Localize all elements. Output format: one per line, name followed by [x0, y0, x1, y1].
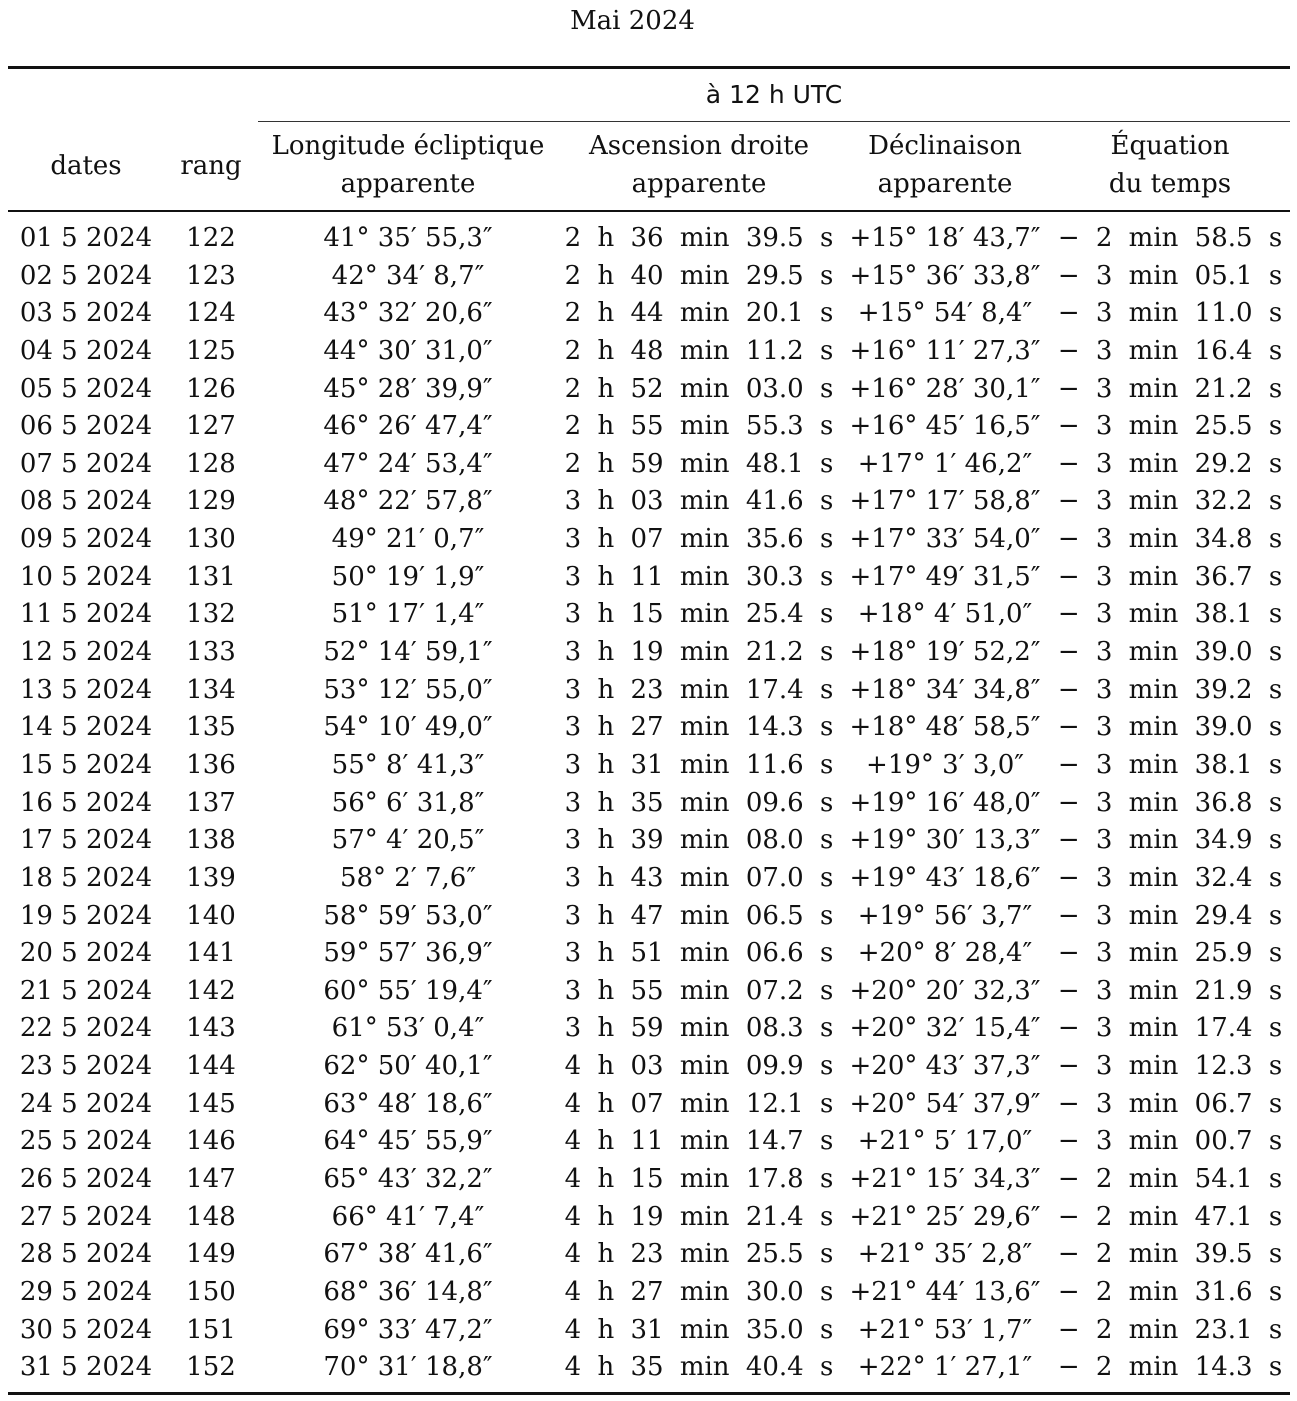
cell-rang: 139	[186, 862, 236, 893]
cell-equation: − 3 min 11.0 s	[1057, 298, 1283, 329]
table-row	[0, 973, 1297, 1011]
page-title: Mai 2024	[570, 6, 695, 36]
table-row	[0, 1199, 1297, 1237]
cell-declinaison: +21° 35′ 2,8″	[857, 1239, 1033, 1270]
header-rang: rang	[180, 151, 242, 181]
header-group-utc: à 12 h UTC	[705, 80, 843, 109]
cell-equation: − 2 min 47.1 s	[1057, 1201, 1283, 1232]
cell-longitude: 58° 2′ 7,6″	[339, 862, 477, 893]
cell-rang: 143	[186, 1013, 236, 1044]
cell-ascension: 4 h 23 min 25.5 s	[564, 1239, 834, 1270]
table-row	[0, 785, 1297, 823]
cell-longitude: 49° 21′ 0,7″	[331, 524, 485, 555]
table-top-rule	[8, 66, 1290, 69]
table-row	[0, 709, 1297, 747]
cell-date: 08 5 2024	[19, 486, 153, 517]
cell-ascension: 2 h 52 min 03.0 s	[564, 373, 834, 404]
cell-rang: 138	[186, 825, 236, 856]
cell-rang: 141	[186, 938, 236, 969]
header-declinaison-line1: Déclinaison	[868, 131, 1022, 161]
cell-declinaison: +15° 18′ 43,7″	[849, 223, 1041, 253]
cell-longitude: 69° 33′ 47,2″	[323, 1314, 493, 1345]
cell-equation: − 3 min 39.0 s	[1057, 637, 1283, 668]
table-row	[0, 860, 1297, 898]
cell-longitude: 54° 10′ 49,0″	[323, 712, 493, 743]
cell-ascension: 2 h 48 min 11.2 s	[564, 335, 834, 366]
header-group-rule	[258, 121, 1290, 122]
cell-rang: 136	[186, 749, 236, 780]
header-equation-line2: du temps	[1108, 169, 1232, 199]
table-row	[0, 596, 1297, 634]
cell-equation: − 3 min 38.1 s	[1057, 749, 1283, 780]
cell-ascension: 2 h 59 min 48.1 s	[564, 448, 834, 479]
cell-longitude: 62° 50′ 40,1″	[323, 1051, 493, 1082]
cell-equation: − 3 min 39.0 s	[1057, 712, 1283, 743]
cell-rang: 124	[186, 298, 236, 329]
table-bottom-rule	[8, 1392, 1290, 1395]
cell-declinaison: +18° 34′ 34,8″	[849, 674, 1041, 705]
cell-rang: 125	[186, 335, 236, 366]
cell-declinaison: +16° 28′ 30,1″	[849, 373, 1041, 404]
cell-equation: − 3 min 21.2 s	[1057, 373, 1283, 404]
cell-date: 26 5 2024	[19, 1164, 153, 1195]
cell-longitude: 63° 48′ 18,6″	[323, 1088, 493, 1119]
cell-equation: − 2 min 58.5 s	[1057, 223, 1283, 253]
cell-date: 25 5 2024	[19, 1126, 153, 1157]
cell-date: 20 5 2024	[19, 938, 153, 969]
table-header-rule	[8, 210, 1290, 212]
cell-declinaison: +21° 44′ 13,6″	[849, 1276, 1041, 1307]
cell-date: 15 5 2024	[19, 749, 153, 780]
cell-rang: 127	[186, 411, 236, 442]
cell-ascension: 4 h 27 min 30.0 s	[564, 1276, 834, 1307]
cell-rang: 126	[186, 373, 236, 404]
cell-declinaison: +21° 15′ 34,3″	[849, 1164, 1041, 1195]
cell-declinaison: +17° 17′ 58,8″	[849, 486, 1041, 517]
cell-date: 29 5 2024	[19, 1276, 153, 1307]
cell-longitude: 43° 32′ 20,6″	[323, 298, 493, 329]
table-row	[0, 1236, 1297, 1274]
cell-longitude: 64° 45′ 55,9″	[323, 1126, 493, 1157]
cell-ascension: 3 h 51 min 06.6 s	[564, 938, 834, 969]
table-row	[0, 559, 1297, 597]
cell-declinaison: +21° 25′ 29,6″	[849, 1201, 1041, 1232]
cell-longitude: 55° 8′ 41,3″	[331, 749, 485, 780]
cell-date: 12 5 2024	[19, 637, 153, 668]
cell-equation: − 2 min 31.6 s	[1057, 1276, 1283, 1307]
cell-declinaison: +16° 11′ 27,3″	[849, 335, 1041, 366]
cell-date: 17 5 2024	[19, 825, 153, 856]
cell-declinaison: +19° 16′ 48,0″	[849, 787, 1041, 818]
table-row	[0, 1312, 1297, 1350]
cell-longitude: 53° 12′ 55,0″	[323, 674, 493, 705]
cell-rang: 123	[186, 260, 236, 291]
header-equation	[1050, 127, 1290, 203]
cell-rang: 144	[186, 1051, 236, 1082]
header-declinaison-line2: apparente	[877, 169, 1013, 199]
cell-longitude: 46° 26′ 47,4″	[323, 411, 493, 442]
cell-ascension: 4 h 31 min 35.0 s	[564, 1314, 834, 1345]
cell-rang: 131	[186, 561, 236, 592]
cell-declinaison: +18° 4′ 51,0″	[857, 599, 1033, 630]
cell-longitude: 61° 53′ 0,4″	[331, 1013, 485, 1044]
table-row	[0, 935, 1297, 973]
cell-declinaison: +17° 1′ 46,2″	[857, 448, 1033, 479]
cell-equation: − 3 min 32.2 s	[1057, 486, 1283, 517]
cell-rang: 122	[186, 223, 236, 253]
cell-equation: − 3 min 36.8 s	[1057, 787, 1283, 818]
cell-equation: − 3 min 05.1 s	[1057, 260, 1283, 291]
cell-longitude: 60° 55′ 19,4″	[323, 975, 493, 1006]
cell-date: 23 5 2024	[19, 1051, 153, 1082]
cell-date: 28 5 2024	[19, 1239, 153, 1270]
table-row	[0, 1274, 1297, 1312]
table-row	[0, 521, 1297, 559]
cell-rang: 147	[186, 1164, 236, 1195]
cell-rang: 150	[186, 1276, 236, 1307]
cell-longitude: 68° 36′ 14,8″	[323, 1276, 493, 1307]
cell-ascension: 3 h 23 min 17.4 s	[564, 674, 834, 705]
cell-ascension: 2 h 40 min 29.5 s	[564, 260, 834, 291]
cell-declinaison: +21° 5′ 17,0″	[857, 1126, 1033, 1157]
cell-date: 10 5 2024	[19, 561, 153, 592]
table-row	[0, 446, 1297, 484]
cell-rang: 133	[186, 637, 236, 668]
cell-rang: 134	[186, 674, 236, 705]
cell-equation: − 3 min 16.4 s	[1057, 335, 1283, 366]
cell-ascension: 3 h 03 min 41.6 s	[564, 486, 834, 517]
cell-longitude: 52° 14′ 59,1″	[323, 637, 493, 668]
cell-equation: − 3 min 29.4 s	[1057, 900, 1283, 931]
cell-rang: 128	[186, 448, 236, 479]
cell-longitude: 66° 41′ 7,4″	[331, 1201, 485, 1232]
cell-declinaison: +19° 30′ 13,3″	[849, 825, 1041, 856]
cell-date: 02 5 2024	[19, 260, 153, 291]
cell-date: 05 5 2024	[19, 373, 153, 404]
cell-declinaison: +20° 43′ 37,3″	[849, 1051, 1041, 1082]
cell-equation: − 3 min 25.9 s	[1057, 938, 1283, 969]
cell-declinaison: +20° 32′ 15,4″	[849, 1013, 1041, 1044]
cell-longitude: 58° 59′ 53,0″	[323, 900, 493, 931]
cell-date: 24 5 2024	[19, 1088, 153, 1119]
cell-equation: − 3 min 34.8 s	[1057, 524, 1283, 555]
cell-declinaison: +19° 3′ 3,0″	[866, 749, 1024, 780]
table-row	[0, 1349, 1297, 1387]
table-body	[0, 220, 1297, 1387]
cell-longitude: 50° 19′ 1,9″	[331, 561, 485, 592]
cell-declinaison: +15° 54′ 8,4″	[857, 298, 1033, 329]
cell-date: 03 5 2024	[19, 298, 153, 329]
cell-rang: 129	[186, 486, 236, 517]
cell-date: 07 5 2024	[19, 448, 153, 479]
cell-equation: − 2 min 14.3 s	[1057, 1352, 1283, 1383]
table-row	[0, 408, 1297, 446]
cell-ascension: 3 h 31 min 11.6 s	[564, 749, 834, 780]
cell-declinaison: +16° 45′ 16,5″	[849, 411, 1041, 442]
cell-equation: − 2 min 54.1 s	[1057, 1164, 1283, 1195]
cell-equation: − 3 min 06.7 s	[1057, 1088, 1283, 1119]
table-row	[0, 1161, 1297, 1199]
cell-rang: 130	[186, 524, 236, 555]
header-equation-line1: Équation	[1110, 131, 1230, 161]
header-ascension	[558, 127, 840, 203]
cell-ascension: 4 h 07 min 12.1 s	[564, 1088, 834, 1119]
cell-longitude: 59° 57′ 36,9″	[323, 938, 493, 969]
cell-ascension: 4 h 35 min 40.4 s	[564, 1352, 834, 1383]
cell-longitude: 70° 31′ 18,8″	[323, 1352, 493, 1383]
cell-declinaison: +17° 49′ 31,5″	[849, 561, 1041, 592]
cell-equation: − 3 min 38.1 s	[1057, 599, 1283, 630]
cell-rang: 140	[186, 900, 236, 931]
cell-rang: 145	[186, 1088, 236, 1119]
cell-ascension: 3 h 59 min 08.3 s	[564, 1013, 834, 1044]
cell-declinaison: +15° 36′ 33,8″	[849, 260, 1041, 291]
cell-equation: − 3 min 34.9 s	[1057, 825, 1283, 856]
cell-ascension: 3 h 15 min 25.4 s	[564, 599, 834, 630]
cell-ascension: 3 h 07 min 35.6 s	[564, 524, 834, 555]
cell-ascension: 3 h 35 min 09.6 s	[564, 787, 834, 818]
header-dates: dates	[50, 151, 122, 181]
cell-declinaison: +22° 1′ 27,1″	[857, 1352, 1033, 1383]
header-ascension-line2: apparente	[631, 169, 767, 199]
cell-equation: − 3 min 29.2 s	[1057, 448, 1283, 479]
table-row	[0, 822, 1297, 860]
cell-declinaison: +20° 54′ 37,9″	[849, 1088, 1041, 1119]
header-longitude	[258, 127, 558, 203]
cell-equation: − 3 min 39.2 s	[1057, 674, 1283, 705]
cell-equation: − 3 min 17.4 s	[1057, 1013, 1283, 1044]
table-row	[0, 1048, 1297, 1086]
cell-longitude: 47° 24′ 53,4″	[323, 448, 493, 479]
cell-declinaison: +20° 20′ 32,3″	[849, 975, 1041, 1006]
cell-declinaison: +21° 53′ 1,7″	[857, 1314, 1033, 1345]
cell-rang: 142	[186, 975, 236, 1006]
cell-declinaison: +18° 19′ 52,2″	[849, 637, 1041, 668]
cell-rang: 148	[186, 1201, 236, 1232]
header-longitude-line2: apparente	[340, 169, 476, 199]
cell-date: 16 5 2024	[19, 787, 153, 818]
table-row	[0, 1086, 1297, 1124]
table-row	[0, 747, 1297, 785]
cell-rang: 137	[186, 787, 236, 818]
table-row	[0, 483, 1297, 521]
cell-date: 22 5 2024	[19, 1013, 153, 1044]
cell-date: 04 5 2024	[19, 335, 153, 366]
cell-ascension: 3 h 43 min 07.0 s	[564, 862, 834, 893]
cell-rang: 135	[186, 712, 236, 743]
cell-date: 18 5 2024	[19, 862, 153, 893]
cell-rang: 151	[186, 1314, 236, 1345]
cell-equation: − 2 min 23.1 s	[1057, 1314, 1283, 1345]
cell-date: 13 5 2024	[19, 674, 153, 705]
cell-ascension: 2 h 44 min 20.1 s	[564, 298, 834, 329]
cell-longitude: 44° 30′ 31,0″	[323, 335, 493, 366]
cell-ascension: 3 h 19 min 21.2 s	[564, 637, 834, 668]
cell-rang: 146	[186, 1126, 236, 1157]
cell-declinaison: +19° 43′ 18,6″	[849, 862, 1041, 893]
cell-date: 09 5 2024	[19, 524, 153, 555]
cell-ascension: 4 h 15 min 17.8 s	[564, 1164, 834, 1195]
cell-equation: − 3 min 36.7 s	[1057, 561, 1283, 592]
cell-equation: − 3 min 32.4 s	[1057, 862, 1283, 893]
cell-longitude: 41° 35′ 55,3″	[323, 223, 493, 253]
cell-date: 06 5 2024	[19, 411, 153, 442]
cell-ascension: 2 h 36 min 39.5 s	[564, 223, 834, 253]
table-row	[0, 672, 1297, 710]
table-row	[0, 295, 1297, 333]
cell-longitude: 45° 28′ 39,9″	[323, 373, 493, 404]
cell-ascension: 3 h 47 min 06.5 s	[564, 900, 834, 931]
cell-ascension: 4 h 03 min 09.9 s	[564, 1051, 834, 1082]
cell-rang: 132	[186, 599, 236, 630]
cell-ascension: 4 h 11 min 14.7 s	[564, 1126, 834, 1157]
cell-ascension: 4 h 19 min 21.4 s	[564, 1201, 834, 1232]
header-declinaison	[840, 127, 1050, 203]
cell-longitude: 67° 38′ 41,6″	[323, 1239, 493, 1270]
table-row	[0, 258, 1297, 296]
cell-equation: − 2 min 39.5 s	[1057, 1239, 1283, 1270]
header-ascension-line1: Ascension droite	[588, 131, 809, 161]
cell-longitude: 42° 34′ 8,7″	[331, 260, 485, 291]
cell-equation: − 3 min 25.5 s	[1057, 411, 1283, 442]
cell-longitude: 65° 43′ 32,2″	[323, 1164, 493, 1195]
cell-ascension: 3 h 39 min 08.0 s	[564, 825, 834, 856]
cell-rang: 152	[186, 1352, 236, 1383]
table-row	[0, 1123, 1297, 1161]
table-row	[0, 333, 1297, 371]
cell-date: 11 5 2024	[19, 599, 153, 630]
cell-date: 01 5 2024	[19, 223, 153, 253]
cell-equation: − 3 min 21.9 s	[1057, 975, 1283, 1006]
cell-longitude: 56° 6′ 31,8″	[331, 787, 485, 818]
cell-equation: − 3 min 12.3 s	[1057, 1051, 1283, 1082]
cell-longitude: 57° 4′ 20,5″	[331, 825, 485, 856]
cell-declinaison: +19° 56′ 3,7″	[857, 900, 1033, 931]
cell-longitude: 51° 17′ 1,4″	[331, 599, 485, 630]
cell-date: 31 5 2024	[19, 1352, 153, 1383]
cell-declinaison: +18° 48′ 58,5″	[849, 712, 1041, 743]
cell-ascension: 3 h 27 min 14.3 s	[564, 712, 834, 743]
cell-declinaison: +20° 8′ 28,4″	[857, 938, 1033, 969]
cell-date: 30 5 2024	[19, 1314, 153, 1345]
cell-date: 14 5 2024	[19, 712, 153, 743]
cell-date: 27 5 2024	[19, 1201, 153, 1232]
table-row	[0, 1010, 1297, 1048]
cell-ascension: 3 h 11 min 30.3 s	[564, 561, 834, 592]
cell-date: 21 5 2024	[19, 975, 153, 1006]
cell-declinaison: +17° 33′ 54,0″	[849, 524, 1041, 555]
table-row	[0, 220, 1297, 258]
cell-ascension: 3 h 55 min 07.2 s	[564, 975, 834, 1006]
cell-date: 19 5 2024	[19, 900, 153, 931]
cell-longitude: 48° 22′ 57,8″	[323, 486, 493, 517]
table-row	[0, 898, 1297, 936]
cell-ascension: 2 h 55 min 55.3 s	[564, 411, 834, 442]
table-row	[0, 634, 1297, 672]
table-row	[0, 371, 1297, 409]
cell-rang: 149	[186, 1239, 236, 1270]
header-longitude-line1: Longitude écliptique	[271, 131, 545, 161]
cell-equation: − 3 min 00.7 s	[1057, 1126, 1283, 1157]
